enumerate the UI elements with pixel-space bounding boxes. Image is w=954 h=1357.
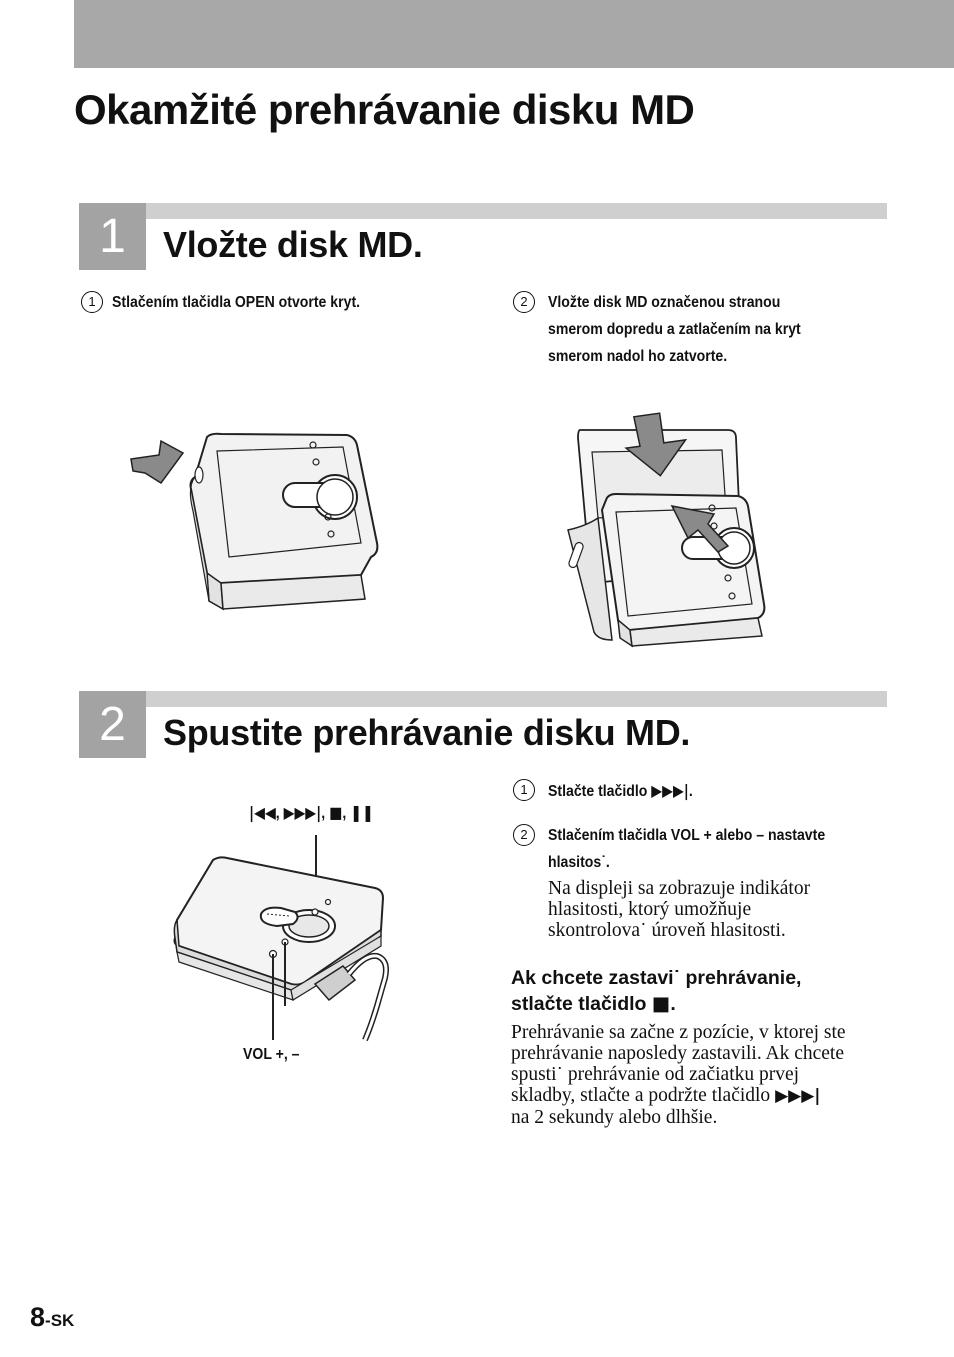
step-2-item-1-text: Stlačte tlačidlo ▶▶▶|. (548, 781, 693, 800)
disc-insert-illustration (568, 400, 788, 655)
step-1-item-1-number: 1 (81, 291, 103, 313)
play-next-icon: ▶▶▶| (651, 781, 689, 800)
step-1-bar (146, 203, 887, 219)
player-open-illustration (125, 425, 395, 615)
stop-heading: Ak chcete zastavi˙ prehrávanie, stlačte tlačidlo ■. (511, 967, 802, 1015)
pause-icon: ❚❚ (350, 803, 374, 822)
player-controls-illustration (165, 830, 395, 1045)
step-2-item-1-number: 1 (513, 779, 535, 801)
step-1-item-2-text: Vložte disk MD označenou stranou smerom dopredu a zatlačením na kryt smerom nadol ho zatvorte. (548, 294, 801, 365)
play-next-icon: ▶▶▶| (283, 803, 322, 822)
stop-body: Prehrávanie sa začne z pozície, v ktorej ste prehrávanie naposledy zastavili. Ak chcete spusti˙ prehrávanie od začiatku prvej skladby, stlačte a podržte tlačidlo ▶▶▶| na 2 sekundy alebo dlhšie. (511, 1022, 846, 1128)
page-number: 8-SK (30, 1302, 75, 1332)
stop-icon: ■ (651, 992, 671, 1015)
step-2-item-2-number: 2 (513, 824, 535, 846)
previous-icon: |◀◀ (249, 803, 276, 822)
step-1-number: 1 (79, 203, 146, 270)
step-2-bar (146, 691, 887, 707)
header-bar (74, 0, 954, 68)
step-1-item-2-number: 2 (513, 291, 535, 313)
vol-label: VOL +, – (243, 1046, 300, 1063)
step-1-title: Vložte disk MD. (163, 224, 423, 265)
step-2-number: 2 (79, 691, 146, 758)
buttons-label: |◀◀, ▶▶▶|, ■, ❚❚ (249, 803, 374, 822)
stop-icon: ■ (329, 803, 343, 822)
step-2-item-2-text: Stlačením tlačidla VOL + alebo – nastavte hlasitos˙. (548, 827, 826, 871)
play-next-icon: ▶▶▶| (775, 1086, 821, 1106)
step-2-item-2-body: Na displeji sa zobrazuje indikátor hlasitosti, ktorý umožňuje skontrolova˙ úroveň hlasitosti. (548, 878, 811, 941)
step-2-title: Spustite prehrávanie disku MD. (163, 712, 691, 753)
step-1-item-1-text: Stlačením tlačidla OPEN otvorte kryt. (112, 294, 361, 311)
page-title: Okamžité prehrávanie disku MD (74, 86, 695, 133)
